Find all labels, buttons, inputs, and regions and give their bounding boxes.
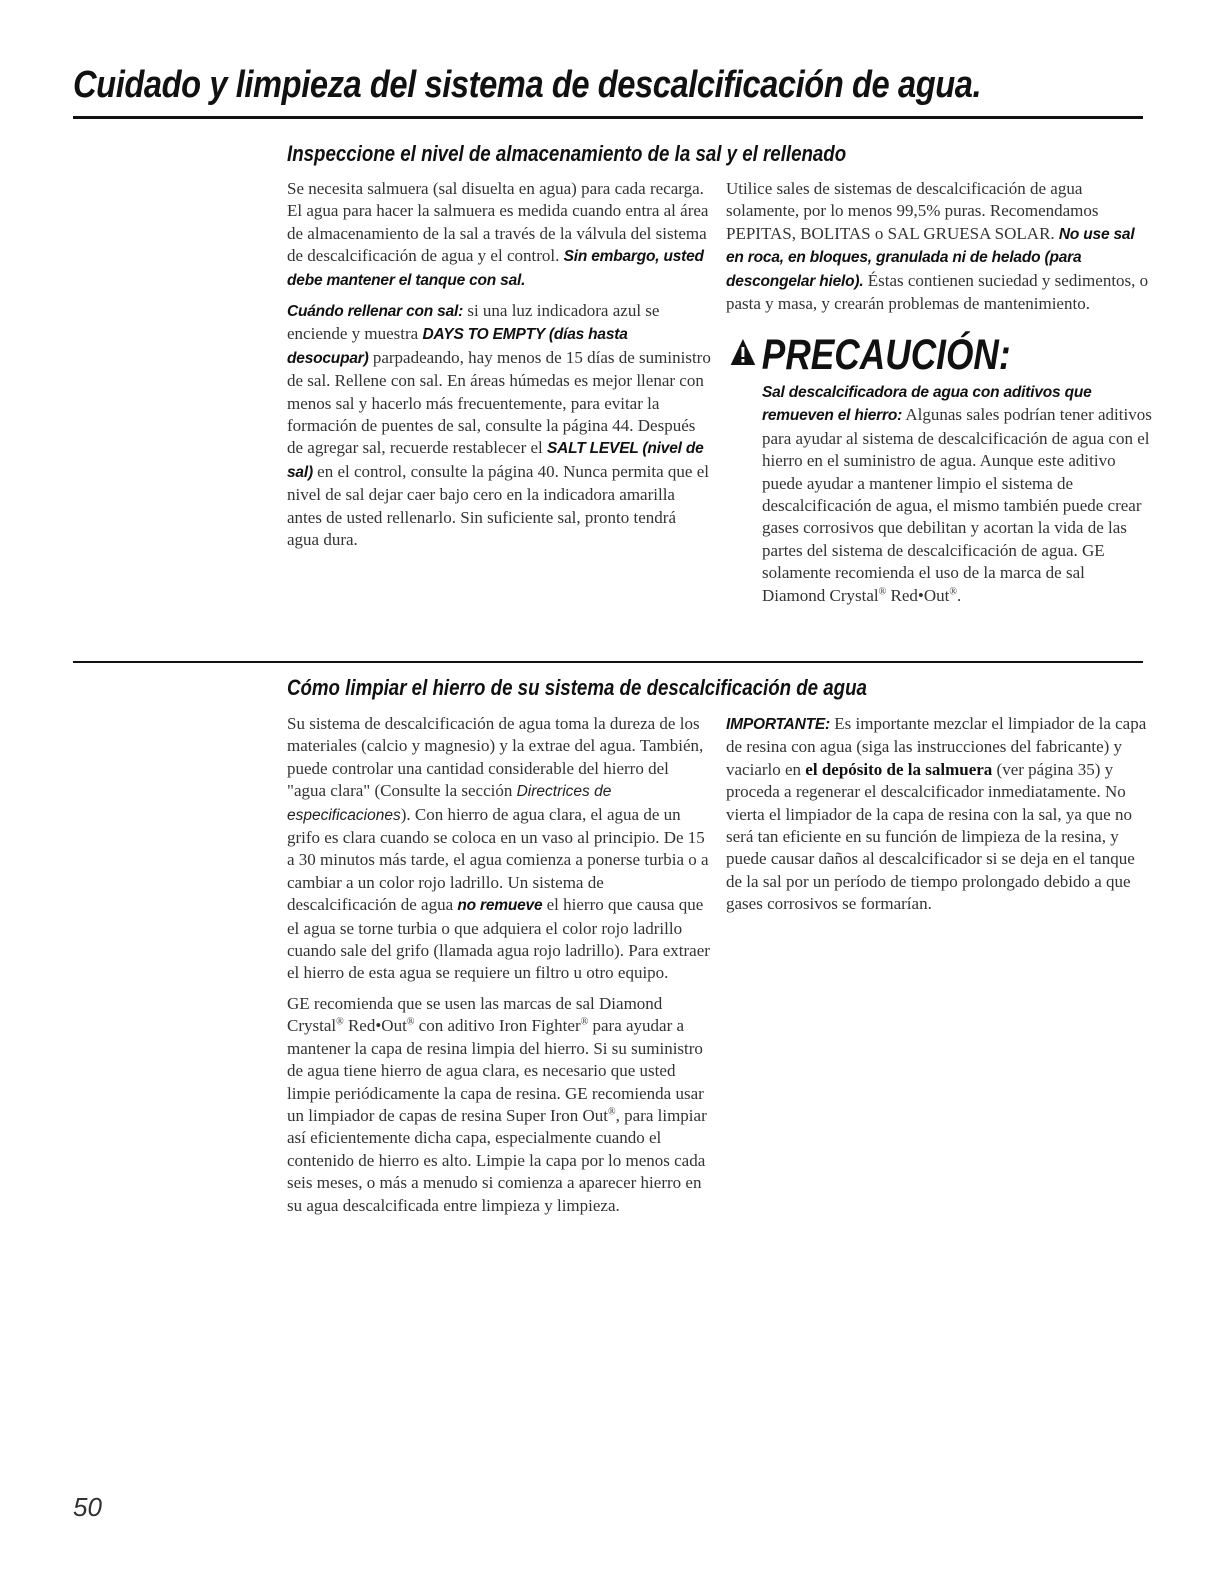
warning-triangle-icon <box>729 337 757 367</box>
registered-mark: ® <box>580 1016 589 1028</box>
refill-text-b: parpadeando, hay menos de 15 días de suministro de sal. Rellene con sal. En áreas húmedas es mejor llenar con menos sal y hacerlo más frecuentemente, para evitar la formación de puentes de sal, consulte la página 44. Después de agregar sal, recuerde restablecer el <box>287 347 711 458</box>
refill-text-a: si una luz indicadora azul se enciende y muestra <box>287 301 660 344</box>
no-remueve-emphasis: no remueve <box>457 897 543 915</box>
page-number: 50 <box>73 1492 102 1522</box>
title-divider <box>73 116 1143 119</box>
caution-body <box>762 381 1152 615</box>
caution-text-end: Red•Out <box>886 585 950 605</box>
refill-text-c: en el control, consulte la página 40. Nunca permita que el nivel de sal dejar caer bajo cero en la indicadora amarilla antes de usted rellenarlo. Sin suficiente sal, pronto tendrá agua dura. <box>287 461 709 550</box>
salt-type-text-b: Éstas contienen suciedad y sedimentos, o pasta y masa, y crearán problemas de mantenimiento. <box>726 270 1149 314</box>
iron-p2-text-a: GE recomienda que se usen las marcas de sal Diamond Crystal <box>287 993 663 1036</box>
salt-p1-emphasis: Sin embargo, usted debe mantener el tanque con sal. <box>287 248 704 289</box>
days-to-empty-label: DAYS TO EMPTY (días hasta desocupar) <box>287 326 628 367</box>
iron-right-column <box>726 713 1151 924</box>
salt-p1-text: Se necesita salmuera (sal disuelta en agua) para cada recarga. El agua para hacer la salmuera es medida cuando entra al área de almacenamiento de la sal a través de la válvula del sistema de descalcificación de agua y el control. <box>287 179 709 266</box>
iron-paragraph-2 <box>287 993 712 1217</box>
iron-p2-text-e: , para limpiar así eficientemente dicha capa, especialmente cuando el contenido de hierro es alto. Limpie la capa por lo menos cada seis meses, o más a menudo si comienza a aparecer hierro en su agua descalcificada entre limpieza y limpieza. <box>287 1105 707 1215</box>
caution-lead: Sal descalcificadora de agua con aditivos que remueven el hierro: <box>762 384 1092 425</box>
salt-type-text-a: Utilice sales de sistemas de descalcificación de agua solamente, por lo menos 99,5% puras. Recomendamos PEPITAS, BOLITAS o SAL GRUESA SOLAR. <box>726 179 1099 243</box>
caution-title <box>729 331 1011 379</box>
registered-mark: ® <box>336 1016 344 1028</box>
iron-p2-text-c: con aditivo Iron Fighter <box>414 1016 581 1036</box>
iron-left-column <box>287 713 712 1225</box>
brine-tank-emphasis: el depósito de la salmuera <box>805 759 993 779</box>
caution-period: . <box>956 585 962 605</box>
salt-level-label: SALT LEVEL (nivel de sal) <box>287 440 704 481</box>
salt-paragraph-2 <box>287 300 712 551</box>
important-paragraph <box>726 713 1151 916</box>
caution-text: Algunas sales podrían tener aditivos para ayudar al sistema de descalcificación de agua con el hierro en el suministro de agua. Aunque este aditivo puede ayudar a mantener limpio el sistema de descalcificación de agua, el mismo también puede crear gases corrosivos que debilitan y acortan la vida de las partes del sistema de descalcificación de agua. GE solamente recomienda el uso de la marca de sal Diamond Crystal <box>762 405 1152 605</box>
salt-paragraph-1 <box>287 178 712 292</box>
section-divider <box>73 661 1143 663</box>
registered-mark: ® <box>949 586 957 597</box>
caution-title-text: PRECAUCIÓN: <box>761 331 1011 379</box>
registered-mark: ® <box>878 586 887 597</box>
important-lead: IMPORTANTE: <box>726 716 830 733</box>
registered-mark: ® <box>608 1106 616 1118</box>
refill-lead: Cuándo rellenar con sal: <box>287 303 464 321</box>
iron-section-heading: Cómo limpiar el hierro de su sistema de descalcificación de agua <box>287 675 867 700</box>
iron-p1-text-a: Su sistema de descalcificación de agua toma la dureza de los materiales (calcio y magnesio) y la extrae del agua. También, puede controlar una cantidad considerable del hierro del "agua clara" (Consulte la sección <box>287 714 704 801</box>
salt-section-heading: Inspeccione el nivel de almacenamiento de la sal y el rellenado <box>287 141 847 166</box>
iron-p2-text-b: Red•Out <box>343 1016 407 1036</box>
important-text-b: (ver página 35) y proceda a regenerar el descalcificador inmediatamente. No vierta el limpiador de la capa de resina con la sal, ya que no será tan eficiente en su función de limpieza de la resina, y puede causar daños al descalcificador si se deja en el tanque de la sal por un período de tiempo prolongado debido a que gases corrosivos se formarían. <box>726 759 1135 914</box>
important-text-a: Es importante mezclar el limpiador de la capa de resina con agua (siga las instrucciones del fabricante) y vaciarlo en <box>726 714 1147 779</box>
page-title: Cuidado y limpieza del sistema de descalcificación de agua. <box>73 64 982 106</box>
iron-p1-text-c: el hierro que causa que el agua se torne turbia o que adquiera el color rojo ladrillo cuando sale del grifo (llamada agua rojo ladrillo). Para extraer el hierro de esta agua se requiere un filtro u otro equipo. <box>287 895 710 983</box>
caution-paragraph <box>762 381 1152 607</box>
iron-p2-text-d: para ayudar a mantener la capa de resina limpia del hierro. Si su suministro de agua tiene hierro de agua clara, es necesario que usted limpie periódicamente la capa de resina. GE recomienda usar un limpiador de capas de resina Super Iron Out <box>287 1016 704 1125</box>
salt-paragraph-3 <box>726 178 1151 315</box>
iron-p1-text-b: ). Con hierro de agua clara, el agua de un grifo es clara cuando se coloca en un vaso al principio. De 15 a 30 minutos más tarde, el agua comienza a ponerse turbia o a cambiar a un color rojo ladrillo. Un sistema de descalcificación de agua <box>287 804 709 915</box>
specifications-reference: Directrices de especificaciones <box>287 783 612 824</box>
registered-mark: ® <box>406 1016 415 1028</box>
iron-paragraph-1 <box>287 713 712 985</box>
salt-type-warning: No use sal en roca, en bloques, granulada ni de helado (para descongelar hielo). <box>726 225 1135 290</box>
salt-left-column <box>287 178 712 560</box>
salt-right-column <box>726 178 1151 323</box>
